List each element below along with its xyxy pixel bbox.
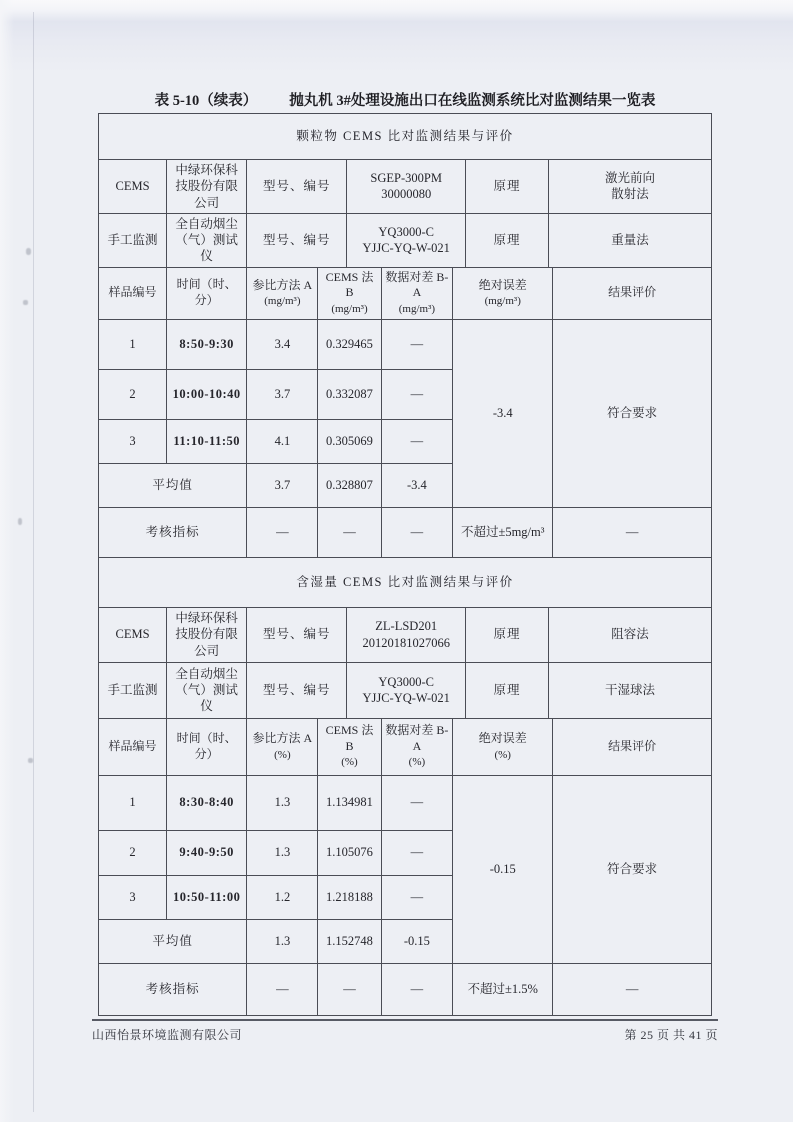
cell-data-diff: — xyxy=(381,419,453,463)
cell-reference-value: 1.2 xyxy=(247,875,318,919)
table-number: 表 5-10（续表） xyxy=(154,93,258,109)
cell-model-value: ZL-LSD201 20120181027066 xyxy=(347,607,466,662)
cell-data-diff: — xyxy=(381,319,453,369)
col-header-cems-method: CEMS 法 B (%) xyxy=(318,718,381,775)
assessment-row xyxy=(99,963,712,1015)
cell-cems-value: 1.134981 xyxy=(318,775,381,830)
cell-sample-no: 2 xyxy=(99,830,167,875)
cell-sample-no: 1 xyxy=(99,319,167,369)
cell-assessment-cems: — xyxy=(318,963,381,1015)
cell-assessment-reference: — xyxy=(247,507,318,557)
cell-sample-no: 3 xyxy=(99,875,167,919)
cell-evaluation-merged: 符合要求 xyxy=(553,319,712,507)
col-header-data-diff: 数据对差 B-A (mg/m³) xyxy=(381,267,453,319)
cell-model-label: 型号、编号 xyxy=(247,213,347,267)
col-header-sample-no: 样品编号 xyxy=(99,718,167,775)
cell-reference-value: 1.3 xyxy=(247,775,318,830)
cell-average-label: 平均值 xyxy=(99,919,247,963)
header-row xyxy=(99,718,712,775)
section-header-table xyxy=(98,113,712,160)
header-row xyxy=(99,267,712,319)
table-row xyxy=(99,557,712,607)
assessment-row xyxy=(99,507,712,557)
footer-page-number: 第 25 页 共 41 页 xyxy=(624,1028,718,1042)
col-header-cems-method: CEMS 法 B (mg/m³) xyxy=(318,267,381,319)
cell-model-label: 型号、编号 xyxy=(247,607,347,662)
cell-average-label: 平均值 xyxy=(99,463,247,507)
cell-principle-label: 原理 xyxy=(466,662,549,718)
cell-time: 11:10-11:50 xyxy=(167,419,247,463)
cell-sample-no: 1 xyxy=(99,775,167,830)
table-row xyxy=(99,662,712,718)
cell-assessment-abs-error: 不超过±5mg/m³ xyxy=(453,507,553,557)
cell-principle-label: 原理 xyxy=(466,160,549,214)
cell-cems-value: 0.329465 xyxy=(318,319,381,369)
cell-reference-value: 1.3 xyxy=(247,830,318,875)
cell-average-diff: -3.4 xyxy=(381,463,453,507)
cell-time: 10:00-10:40 xyxy=(167,369,247,419)
col-header-sample-no: 样品编号 xyxy=(99,267,167,319)
footer-company-name: 山西怡景环境监测有限公司 xyxy=(92,1028,243,1042)
cell-time: 8:30-8:40 xyxy=(167,775,247,830)
instrument-info-table xyxy=(98,159,712,268)
cell-abs-error-merged: -0.15 xyxy=(453,775,553,963)
cell-principle-value: 干湿球法 xyxy=(548,662,711,718)
cell-principle-value: 重量法 xyxy=(548,213,711,267)
cell-system-label: CEMS xyxy=(99,160,167,214)
measurement-table xyxy=(98,267,712,558)
cell-model-value: SGEP-300PM 30000080 xyxy=(347,160,466,214)
cell-time: 10:50-11:00 xyxy=(167,875,247,919)
cell-cems-value: 0.332087 xyxy=(318,369,381,419)
col-header-time: 时间（时、分） xyxy=(167,267,247,319)
cell-average-reference: 3.7 xyxy=(247,463,318,507)
col-header-abs-error: 绝对误差 (%) xyxy=(453,718,553,775)
cell-assessment-abs-error: 不超过±1.5% xyxy=(453,963,553,1015)
cell-average-cems: 0.328807 xyxy=(318,463,381,507)
col-header-abs-error: 绝对误差 (mg/m³) xyxy=(453,267,553,319)
cell-model-label: 型号、编号 xyxy=(247,160,347,214)
cell-assessment-diff: — xyxy=(381,963,453,1015)
cell-time: 9:40-9:50 xyxy=(167,830,247,875)
scan-smudge xyxy=(23,300,28,305)
cell-data-diff: — xyxy=(381,830,453,875)
cell-time: 8:50-9:30 xyxy=(167,319,247,369)
cell-evaluation-merged: 符合要求 xyxy=(553,775,712,963)
cell-average-diff: -0.15 xyxy=(381,919,453,963)
section-title: 含湿量 CEMS 比对监测结果与评价 xyxy=(99,557,712,607)
cell-assessment-label: 考核指标 xyxy=(99,507,247,557)
section-moisture-cems xyxy=(98,557,712,1016)
table-row xyxy=(99,607,712,662)
table-caption xyxy=(98,94,712,109)
cell-data-diff: — xyxy=(381,369,453,419)
cell-average-cems: 1.152748 xyxy=(318,919,381,963)
cell-vendor: 中绿环保科技股份有限公司 xyxy=(167,160,247,214)
table-title: 抛丸机 3#处理设施出口在线监测系统比对监测结果一览表 xyxy=(289,93,656,109)
table-row xyxy=(99,114,712,160)
cell-cems-value: 1.105076 xyxy=(318,830,381,875)
cell-cems-value: 1.218188 xyxy=(318,875,381,919)
cell-model-value: YQ3000-C YJJC-YQ-W-021 xyxy=(347,662,466,718)
cell-principle-label: 原理 xyxy=(466,607,549,662)
cell-assessment-evaluation: — xyxy=(553,507,712,557)
col-header-reference-method: 参比方法 A (mg/m³) xyxy=(247,267,318,319)
cell-vendor: 全自动烟尘（气）测试仪 xyxy=(167,213,247,267)
cell-model-value: YQ3000-C YJJC-YQ-W-021 xyxy=(347,213,466,267)
col-header-reference-method: 参比方法 A (%) xyxy=(247,718,318,775)
cell-abs-error-merged: -3.4 xyxy=(453,319,553,507)
cell-data-diff: — xyxy=(381,875,453,919)
cell-cems-value: 0.305069 xyxy=(318,419,381,463)
instrument-info-table xyxy=(98,607,712,719)
cell-principle-label: 原理 xyxy=(466,213,549,267)
cell-sample-no: 3 xyxy=(99,419,167,463)
cell-system-label: 手工监测 xyxy=(99,662,167,718)
scan-smudge xyxy=(28,758,33,763)
scan-artifact-line xyxy=(33,12,34,1112)
cell-assessment-reference: — xyxy=(247,963,318,1015)
cell-reference-value: 3.4 xyxy=(247,319,318,369)
cell-system-label: CEMS xyxy=(99,607,167,662)
col-header-time: 时间（时、分） xyxy=(167,718,247,775)
page-footer xyxy=(92,1019,718,1043)
cell-reference-value: 4.1 xyxy=(247,419,318,463)
cell-assessment-label: 考核指标 xyxy=(99,963,247,1015)
cell-principle-value: 激光前向 散射法 xyxy=(548,160,711,214)
cell-model-label: 型号、编号 xyxy=(247,662,347,718)
section-title: 颗粒物 CEMS 比对监测结果与评价 xyxy=(99,114,712,160)
data-row xyxy=(99,319,712,369)
table-row xyxy=(99,213,712,267)
cell-reference-value: 3.7 xyxy=(247,369,318,419)
section-particulate-cems xyxy=(98,113,712,558)
cell-assessment-diff: — xyxy=(381,507,453,557)
scan-smudge xyxy=(18,518,22,525)
page-content xyxy=(98,94,712,1016)
table-row xyxy=(99,160,712,214)
data-row xyxy=(99,775,712,830)
cell-principle-value: 阻容法 xyxy=(548,607,711,662)
cell-data-diff: — xyxy=(381,775,453,830)
scan-smudge xyxy=(26,248,31,255)
cell-vendor: 全自动烟尘（气）测试仪 xyxy=(167,662,247,718)
cell-assessment-evaluation: — xyxy=(553,963,712,1015)
cell-vendor: 中绿环保科技股份有限公司 xyxy=(167,607,247,662)
cell-average-reference: 1.3 xyxy=(247,919,318,963)
col-header-result-evaluation: 结果评价 xyxy=(553,718,712,775)
col-header-data-diff: 数据对差 B-A (%) xyxy=(381,718,453,775)
cell-system-label: 手工监测 xyxy=(99,213,167,267)
cell-assessment-cems: — xyxy=(318,507,381,557)
cell-sample-no: 2 xyxy=(99,369,167,419)
section-header-table xyxy=(98,557,712,608)
col-header-result-evaluation: 结果评价 xyxy=(553,267,712,319)
measurement-table xyxy=(98,718,712,1016)
